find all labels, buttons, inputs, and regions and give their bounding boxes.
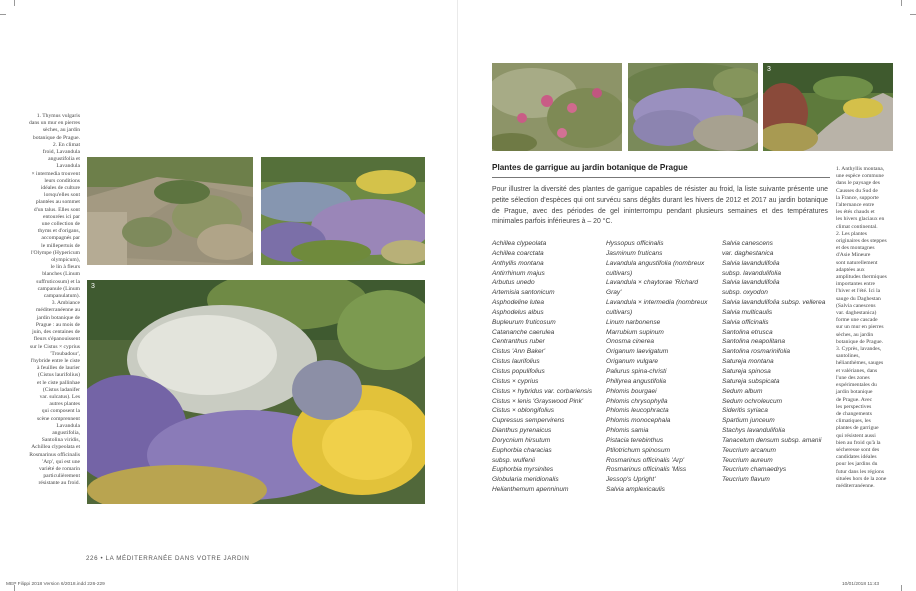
plant-name: Onosma cinerea [606, 338, 655, 346]
caption-line: la France, supporte [836, 194, 879, 201]
plant-name: Phlomis chrysophylla [606, 397, 668, 405]
caption-line: particulièrement [43, 473, 80, 480]
plant-name: Phillyrea angustifolia [606, 377, 667, 385]
caption-line: qui composent la [41, 408, 80, 415]
caption-line: pour les jardins du [836, 461, 878, 468]
plant-name: Origanum laevigatum [606, 348, 669, 356]
caption-line: l'hybride entre le ciste [30, 357, 80, 364]
caption-line: botanique de Prague. [836, 338, 884, 345]
plant-list-column-3 [722, 239, 834, 485]
caption-line: blanches (Linum [42, 271, 80, 278]
plant-name: Centranthus ruber [492, 338, 545, 346]
plant-name: Ptilotrichum spinosum [606, 446, 671, 454]
caption-line: expérimentales du [836, 382, 877, 389]
plant-name: var. daghestanica [722, 249, 774, 257]
plant-name: Hyssopus officinalis [606, 240, 664, 247]
plant-name: Cistus × hybridus var. corbariensis [492, 387, 592, 395]
plant-name: Satureja montana [722, 358, 774, 366]
crop-mark [901, 585, 902, 591]
caption-line: Lavandula [56, 163, 80, 170]
caption-line: Lavandula [56, 422, 80, 429]
plant-name: Pistacia terebinthus [606, 436, 664, 444]
caption-line: scène comprennent [36, 415, 80, 422]
caption-line: méditerranéenne. [836, 482, 875, 489]
crop-mark [0, 14, 6, 15]
caption-line: sont naturellement [836, 259, 878, 266]
caption-line: 3. Ambiance [51, 300, 80, 307]
plant-name: Phlomis samia [606, 427, 649, 435]
caption-line: qui résistent aussi [836, 432, 876, 439]
caption-line: campanule (Linum [37, 285, 80, 292]
plant-name: Salvia canescens [722, 240, 773, 247]
caption-line: dans le paysage des [836, 180, 880, 187]
plant-name: Linum narbonense [606, 318, 661, 326]
section-title: Plantes de garrigue au jardin botanique de Prague [492, 163, 830, 178]
caption-line: var. sulcatus). Les [39, 393, 80, 400]
plant-name: cultivars) [606, 269, 633, 277]
plant-name: Salvia lavandulifolia subsp. vellerea [722, 299, 826, 307]
plant-name: subsp. oxyodon [722, 289, 768, 297]
plant-name: Anthyllis montana [492, 259, 544, 267]
caption-line: situées hors de la zone [836, 475, 887, 482]
plant-name: Sideritis syriaca [722, 407, 768, 415]
plant-name: Cistus 'Ann Baker' [492, 348, 546, 356]
caption-line: suffruticosum) et la [36, 278, 80, 285]
plant-name: Stachys lavandulifolia [722, 427, 785, 435]
plant-name: Jessop's Upright' [606, 476, 656, 484]
plant-name: cultivars) [606, 308, 633, 316]
plant-name: Cistus × oblongifolius [492, 407, 555, 415]
caption-line: bien au froid qu'à la [836, 439, 881, 446]
caption-line: sèches, au jardin [836, 331, 874, 338]
caption-line: accompagnés par [41, 235, 80, 242]
plant-name: Teucrium aureum [722, 456, 773, 464]
plant-name: Cistus × cyprius [492, 377, 539, 385]
caption-line: Achillea clypeolata et [31, 444, 80, 451]
crop-mark [14, 0, 15, 6]
caption-line: plantes de garrigue [836, 425, 879, 432]
slug-right: 10/01/2018 11:43 [842, 582, 879, 587]
plant-name: Dianthus pyrenaicus [492, 427, 552, 435]
caption-line: idéales de culture [40, 185, 80, 192]
plant-name: Asphodeline lutea [492, 299, 545, 307]
caption-line: angustifolia, [52, 429, 80, 436]
caption-line: variété de romarin [39, 465, 80, 472]
plant-list-column-2 [606, 239, 718, 495]
folio: 226 • LA MÉDITERRANÉE DANS VOTRE JARDIN [86, 555, 250, 562]
plant-name: Rosmarinus officinalis 'Miss [606, 466, 687, 474]
plant-name: Teucrium chamaedrys [722, 466, 787, 474]
caption-line: une collection de [41, 221, 80, 228]
caption-line: amplitudes thermiques [836, 274, 887, 281]
caption-line: Causses du Sud de [836, 187, 878, 194]
plant-name: Helianthemum apenninum [492, 486, 569, 494]
caption-line: de Prague. Avec [836, 396, 873, 403]
plant-name: subsp. lavandulifolia [722, 269, 781, 277]
photo-experimental-zone [763, 63, 893, 151]
caption-line: var. daghestanica) [836, 310, 877, 317]
plant-name: Sedum album [722, 387, 763, 395]
plant-name: Cistus laurifolius [492, 358, 540, 366]
plant-name: Salvia officinalis [722, 318, 769, 326]
plant-name: Rosmarinus officinalis 'Arp' [606, 456, 685, 464]
caption-line: Prague : au mois de [35, 321, 80, 328]
caption-line: méditerranéenne au [36, 307, 80, 314]
caption-line: une espèce commune [836, 173, 884, 180]
plant-name: Cistus populifolius [492, 367, 545, 375]
caption-line: fleurs s'épanouissent [33, 336, 80, 343]
caption-line: et des montagnes [836, 245, 875, 252]
caption-line: climatiques, les [836, 418, 871, 425]
plant-name: Phlomis bourgaei [606, 387, 657, 395]
caption-line: hélianthèmes, sauges [836, 360, 884, 367]
plant-name: Teucrium arcanum [722, 446, 776, 454]
caption-line: × intermedia trouvent [31, 170, 80, 177]
caption-line: d'Asie Mineure [836, 252, 871, 259]
caption-line: les étés chauds et [836, 209, 875, 216]
crop-mark [910, 14, 916, 15]
caption-line: (Cistus laurifolius) [37, 372, 80, 379]
plant-name: Cupressus sempervirens [492, 417, 565, 425]
caption-line: sur le Cistus × cyprius [29, 343, 80, 350]
caption-line: 2. En climat [52, 141, 80, 148]
plant-name: Santolina neapolitana [722, 338, 785, 346]
caption-line: à feuilles de laurier [36, 365, 80, 372]
plant-name: Phlomis monocephala [606, 417, 671, 425]
caption-line: olympicum), [51, 257, 80, 264]
caption-line: (Cistus ladanifer [42, 386, 80, 393]
caption-line: les hivers glaciaux en [836, 216, 885, 223]
plant-name: Euphorbia myrsinites [492, 466, 554, 474]
plant-list-column-1 [492, 239, 604, 495]
caption-line: climat continental. [836, 223, 878, 230]
caption-line: entourées ici par [43, 213, 80, 220]
plant-name: Santolina etrusca [722, 328, 773, 336]
caption-line: et valérianes, dans [836, 367, 878, 374]
plant-name: Salvia lavandulifolia [722, 279, 780, 287]
caption-line: campanulatum). [43, 293, 80, 300]
right-caption-column [836, 166, 896, 490]
plant-name: subsp. wulfenii [492, 456, 535, 464]
plant-name: Sedum ochroleucum [722, 397, 783, 405]
photo-number: 3 [767, 66, 771, 73]
plant-name: Dorycnium hirsutum [492, 436, 551, 444]
plant-name: Salvia multicaulis [722, 308, 773, 316]
plant-name: Satureja spinosa [722, 367, 771, 375]
plant-name: Artemisia santonicum [492, 289, 555, 297]
caption-line: sur un mur en pierres [836, 324, 884, 331]
plant-name: Satureja subspicata [722, 377, 780, 385]
caption-line: le millepertuis de [41, 242, 80, 249]
caption-line: importantes entre [836, 281, 875, 288]
caption-line: l'une des zones [836, 374, 870, 381]
plant-name: Santolina rosmarinifolia [722, 348, 791, 356]
caption-line: sèches, au jardin [42, 127, 80, 134]
plant-name: Teucrium flavum [722, 476, 770, 484]
plant-name: Antirrhinum majus [492, 269, 545, 277]
caption-line: santolines, [836, 353, 860, 360]
caption-line: candidates idéales [836, 454, 877, 461]
plant-name: Lavandula × intermedia (nombreux [606, 299, 708, 307]
caption-line: d'un talus. Elles sont [33, 206, 80, 213]
caption-line: forme une cascade [836, 317, 878, 324]
plant-name: Tanacetum densum subsp. amanii [722, 436, 822, 444]
caption-line: de changements [836, 410, 872, 417]
caption-line: adaptées aux [836, 266, 865, 273]
plant-name: Origanum vulgare [606, 358, 659, 366]
slug-left: MEP Filippi 2018 Version 6/2018.indd 226-229 [6, 582, 105, 587]
plant-name: Achillea clypeolata [492, 240, 547, 247]
caption-line: le lin à fleurs [50, 264, 80, 271]
photo-lavender-slope [261, 157, 425, 265]
caption-line: 1. Thymus vulgaris [36, 113, 80, 119]
left-caption-column [22, 113, 80, 488]
caption-line: 'Arp', qui est une [42, 458, 80, 465]
caption-line: thyms et d'origans, [37, 228, 80, 235]
photo-number: 3 [91, 283, 95, 290]
plant-name: Spartium junceum [722, 417, 775, 425]
caption-line: Santolina viridis, [41, 437, 80, 444]
plant-name: Arbutus unedo [492, 279, 535, 287]
plant-name: Achillea coarctata [492, 249, 544, 257]
caption-line: botanique de Prague. [32, 134, 80, 141]
caption-line: lorsqu'elles sont [44, 192, 80, 199]
caption-line: les perspectives [836, 403, 872, 410]
plant-name: Catananche caerulea [492, 328, 555, 336]
photo-anthyllis-montana [492, 63, 622, 151]
plant-name: Lavandula angustifolia (nombreux [606, 259, 705, 267]
caption-line: Rosmarinus officinalis [29, 451, 80, 458]
plant-name: Bupleurum fruticosum [492, 318, 556, 326]
caption-line: 'Troubadour', [50, 350, 80, 357]
caption-line: dans un mur en pierres [29, 120, 80, 127]
photo-salvia-canescens [628, 63, 758, 151]
plant-name: Globularia meridionalis [492, 476, 559, 484]
caption-line: et le ciste pallinhae [36, 379, 80, 386]
caption-line: plantées au sommet [35, 199, 80, 206]
plant-name: Phlomis leucophracta [606, 407, 669, 415]
plant-name: Jasminum fruticans [606, 249, 663, 257]
caption-line: (Salvia canescens [836, 302, 876, 309]
plant-name: Cistus × lenis 'Grayswood Pink' [492, 397, 584, 405]
plant-name: Salvia lavandulifolia [722, 259, 780, 267]
caption-line: jardin botanique [836, 389, 873, 396]
caption-line: 1. Anthyllis montana, [836, 166, 885, 172]
intro-paragraph: Pour illustrer la diversité des plantes de garrigue capables de résister au froid, la liste suivante présente une petite sélection d'espèces qui ont survécu sans dégâts durant les hivers de 2012 et 2017 au jardin botanique de Prague, avec des périodes de gel ininterrompu pendant plusieurs semaines et des températures minimales parfois inférieures à – 20 °C. [492, 186, 828, 226]
caption-line: juin, des centaines de [32, 329, 80, 336]
plant-name: Paliurus spina-christi [606, 367, 667, 375]
photo-mediterranean-bed [87, 280, 425, 504]
crop-mark [901, 0, 902, 6]
plant-name: Asphodelus albus [492, 308, 544, 316]
plant-name: Marrubium supinum [606, 328, 664, 336]
caption-line: sauge du Daghestan [836, 295, 881, 302]
caption-line: autres plantes [49, 401, 80, 408]
plant-name: Salvia amplexicaulis [606, 486, 665, 494]
caption-line: angustifolia et [48, 156, 80, 163]
photo-thyme-wall [87, 157, 253, 265]
caption-line: futur dans les régions [836, 468, 885, 475]
gutter [457, 0, 458, 591]
caption-line: 3. Cyprès, lavandes, [836, 346, 882, 353]
caption-line: leurs conditions [44, 177, 80, 184]
caption-line: sécheresse sont des [836, 446, 880, 453]
plant-name: Lavandula × chaytorae 'Richard [606, 279, 699, 287]
plant-name: Gray' [606, 289, 622, 297]
caption-line: l'alternance entre [836, 202, 875, 209]
caption-line: originaires des steppes [836, 238, 887, 245]
caption-line: jardin botanique de [36, 314, 80, 321]
caption-line: l'Olympe (Hypericum [30, 249, 80, 256]
caption-line: l'hiver et l'été. Ici la [836, 288, 881, 295]
caption-line: résistante au froid. [38, 480, 80, 487]
caption-line: froid, Lavandula [42, 149, 80, 156]
caption-line: 2. Les plantes [836, 230, 867, 237]
plant-name: Euphorbia characias [492, 446, 552, 454]
